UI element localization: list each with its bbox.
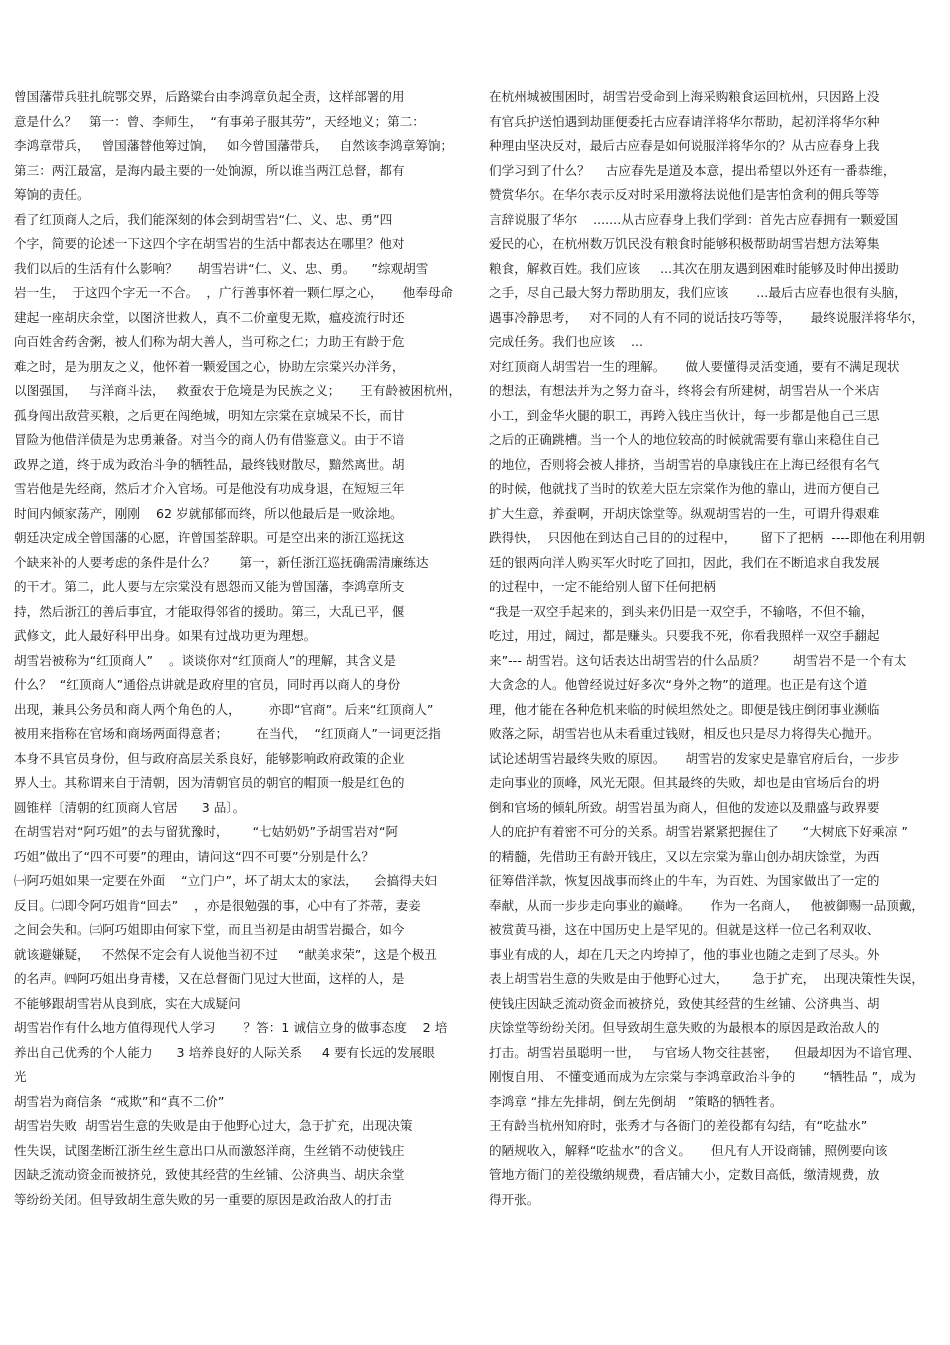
right-column-text-line: 使钱庄因缺乏流动资金而被挤兑，致使其经营的生丝铺、公济典当、胡 xyxy=(489,995,880,1011)
right-text-column xyxy=(489,85,939,1212)
left-column-text-line: 养出自己优秀的个人能力 3 培养良好的人际关系 4 要有长远的发展眼 xyxy=(14,1044,435,1060)
left-column-text-line: 之间会失和。㈢阿巧姐即由何家下堂，而且当初是由胡雪岩撮合，如今 xyxy=(14,922,405,937)
left-column-text-line: 政界之道，终于成为政治斗争的牺牲品，最终钱财散尽，黯然离世。胡 xyxy=(14,456,405,472)
left-column-text-line: 岩一生， 于这四个字无一不合。 ，广行善事怀着一颗仁厚之心， 他奉母命 xyxy=(14,285,454,300)
left-column-text-line: 个缺来补的人要考虑的条件是什么？ 第一，新任浙江巡抚确需清廉练达 xyxy=(14,554,429,570)
right-column-text-line: 赞赏华尔。在华尔表示反对时采用激将法说他们是害怕贪利的佣兵等等 xyxy=(489,187,880,202)
left-column-text-line: 反目。㈡即令阿巧姐肯“回去” ，亦是很勉强的事，心中有了芥蒂，妻妾 xyxy=(14,897,421,913)
right-column-text-line: 遇事冷静思考， 对不同的人有不同的说话技巧等等， 最终说服洋将华尔， xyxy=(489,309,925,325)
right-column-text-line: 的精髓，先借助王有龄开钱庄，又以左宗棠为靠山创办胡庆馀堂，为西 xyxy=(489,848,880,864)
right-column-text-line: 征筹借洋款，恢复因战事而终止的牛车，为百姓、为国家做出了一定的 xyxy=(489,873,880,888)
left-column-text-line: 雪岩他是先经商，然后才介入官场。可是他没有功成身退，在短短三年 xyxy=(14,481,405,496)
left-column-text-line: 朝廷决定成全曾国藩的心愿，许曾国荃辞职。可是空出来的浙江巡抚这 xyxy=(14,530,405,545)
left-column-text-line: 胡雪岩作有什么地方值得现代人学习 ？答：1 诚信立身的做事态度 2 培 xyxy=(14,1020,448,1035)
right-column-text-line: 扩大生意，养蚕啊，开胡庆馀堂等。纵观胡雪岩的一生，可谓升得艰难 xyxy=(489,505,880,521)
right-column-text-line: 吃过，用过，阔过，都是赚头。只要我不死，你看我照样一双空手翻起 xyxy=(489,628,880,643)
right-column-text-line: 的陋规收入，解释“吃盐水”的含义。 但凡有人开设商铺，照例要向该 xyxy=(489,1142,888,1158)
left-column-text-line: 就该避嫌疑， 不然保不定会有人说他当初不过 “献美求荣”，这是个极丑 xyxy=(14,946,437,962)
right-column-text-line: 奉献，从而一步步走向事业的巅峰。 作为一名商人， 他被御赐一品顶戴， xyxy=(489,897,925,913)
right-column-text-line: 大贪念的人。他曾经说过好多次“身外之物”的道理。也正是有这个道 xyxy=(489,677,868,692)
right-column-text-line: 的时候，他就找了当时的钦差大臣左宗棠作为他的靠山，进而方便自己 xyxy=(489,481,880,496)
right-column-text-line: 表上胡雪岩生意的失败是由于他野心过大， 急于扩充， 出现决策性失误， xyxy=(489,971,925,986)
right-column-text-line: 粮食，解救百姓。我们应该 ...其次在朋友遇到困难时能够及时伸出援助 xyxy=(489,260,899,276)
left-column-text-line: 胡雪岩失败 胡雪岩生意的失败是由于他野心过大，急于扩充，出现决策 xyxy=(14,1118,413,1133)
left-column-text-line: 冒险为他借洋债是为忠勇兼备。对当今的商人仍有借鉴意义。由于不谙 xyxy=(14,432,405,447)
left-column-text-line: 被用来指称在官场和商场两面得意者； 在当代， “红顶商人”一词更泛指 xyxy=(14,726,441,741)
right-column-text-line: 王有龄当杭州知府时，张秀才与各衙门的差役都有勾结，有“吃盐水” xyxy=(489,1118,868,1133)
right-column-text-line: 们学习到了什么？ 古应春先是道及本意，提出希望以外还有一番恭维， xyxy=(489,162,896,178)
right-column-text-line: 试论述胡雪岩最终失败的原因。 胡雪岩的发家史是靠官府后台，一步步 xyxy=(489,750,900,766)
left-column-text-line: 李鸿章带兵， 曾国藩替他筹过饷， 如今曾国藩带兵， 自然该李鸿章筹饷； xyxy=(14,138,454,153)
right-column-text-line: 刚愎自用、 不懂变通而成为左宗棠与李鸿章政治斗争的 “牺牲品 ”，成为 xyxy=(489,1069,916,1084)
left-column-text-line: 建起一座胡庆余堂，以图济世救人，真不二价童叟无欺，瘟疫流行时还 xyxy=(14,309,405,325)
left-column-text-line: 本身不具官员身份，但与政府高层关系良好，能够影响政府政策的企业 xyxy=(14,750,405,766)
right-column-text-line: 来”--- 胡雪岩。这句话表达出胡雪岩的什么品质？ 胡雪岩不是一个有太 xyxy=(489,652,907,668)
right-column-text-line: 走向事业的顶峰，风光无限。但其最终的失败，却也是由官场后台的坍 xyxy=(489,775,880,790)
right-column-text-line: 庆馀堂等纷纷关闭。但导致胡生意失败的为最根本的原因是政治敌人的 xyxy=(489,1020,880,1035)
left-column-text-line: 等纷纷关闭。但导致胡生意失败的另一重要的原因是政治敌人的打击 xyxy=(14,1191,392,1207)
left-column-text-line: 出现，兼具公务员和商人两个角色的人， 亦即“官商”。后来“红顶商人” xyxy=(14,701,434,717)
right-column-text-line: 败落之际，胡雪岩也从未看重过钱财，相反也只是尽力将得失心抛开。 xyxy=(489,726,880,741)
left-column-text-line: 个字，简要的论述一下这四个字在胡雪岩的生活中都表达在哪里？他对 xyxy=(14,236,405,251)
left-text-column xyxy=(14,85,464,1212)
right-column-text-line: 有官兵护送怕遇到劫匪便委托古应春请洋将华尔帮助，起初洋将华尔种 xyxy=(489,113,880,129)
left-column-text-line: 圆锥样〔清朝的红顶商人官居 3 品〕。 xyxy=(14,799,246,815)
right-column-text-line: 爱民的心，在杭州数万饥民没有粮食时能够积极帮助胡雪岩想方法筹集 xyxy=(489,236,880,251)
right-column-text-line: 的想法，有想法并为之努力奋斗，终将会有所建树，胡雪岩从一个米店 xyxy=(489,383,880,398)
left-column-text-line: 不能够跟胡雪岩从良到底，实在大成疑问 xyxy=(14,995,241,1011)
left-column-text-line: 时间内倾家荡产，刚刚 62 岁就郁郁而终，所以他最后是一败涂地。 xyxy=(14,505,403,521)
left-column-text-line: 的名声。㈣阿巧姐出身青楼，又在总督衙门见过大世面，这样的人，是 xyxy=(14,971,405,986)
right-column-text-line: 的地位，否则将会被人排挤，当胡雪岩的阜康钱庄在上海已经很有名气 xyxy=(489,456,880,472)
left-column-text-line: 在胡雪岩对“阿巧姐”的去与留犹豫时， “七姑奶奶”予胡雪岩对“阿 xyxy=(14,824,399,839)
right-column-text-line: 倒和官场的倾轧所致。胡雪岩虽为商人，但他的发迹以及鼎盛与政界要 xyxy=(489,799,880,815)
left-column-text-line: 光 xyxy=(14,1069,27,1084)
right-column-text-line: 管地方衙门的差役缴纳规费，看店铺大小，定数目高低，缴清规费，放 xyxy=(489,1167,880,1182)
right-column-text-line: 跌得快， 只因他在到达自己目的的过程中， 留下了把柄 ----即他在利用朝 xyxy=(489,530,926,545)
left-column-text-line: 看了红顶商人之后，我们能深刻的体会到胡雪岩“仁、义、忠、勇”四 xyxy=(14,211,393,227)
right-column-text-line: 对红顶商人胡雪岩一生的理解。 做人要懂得灵活变通，要有不满足现状 xyxy=(489,358,900,374)
left-column-text-line: 的干才。第二，此人要与左宗棠没有恩怨而又能为曾国藩，李鸿章所支 xyxy=(14,579,405,594)
right-column-text-line: 廷的银两向洋人购买军火时吃了回扣，因此，我们在不断追求自我发展 xyxy=(489,554,880,570)
right-column-text-line: 李鸿章 “排左先排胡，倒左先倒胡 ”策略的牺牲者。 xyxy=(489,1093,783,1109)
left-column-text-line: 武修文，此人最好科甲出身。如果有过战功更为理想。 xyxy=(14,628,317,643)
left-column-text-line: 什么？ “红顶商人”通俗点讲就是政府里的官员，同时再以商人的身份 xyxy=(14,677,401,692)
left-column-text-line: 持，然后浙江的善后事宜，才能取得邻省的援助。第三，大乱已平，偃 xyxy=(14,603,405,619)
right-column-text-line: 之后的正确跳槽。当一个人的地位较高的时候就需要有靠山来稳住自己 xyxy=(489,432,880,447)
left-column-text-line: 以图强国， 与洋商斗法， 救蚕农于危境是为民族之义； 王有龄被困杭州， xyxy=(14,383,462,398)
right-column-text-line: 在杭州城被围困时，胡雪岩受命到上海采购粮食运回杭州，只因路上没 xyxy=(489,89,880,104)
left-column-text-line: 我们以后的生活有什么影响？ 胡雪岩讲“仁、义、忠、勇。 ”综观胡雪 xyxy=(14,260,429,276)
right-column-text-line: 理，他才能在各种危机来临的时候坦然处之。即便是钱庄倒闭事业濒临 xyxy=(489,701,880,717)
right-column-text-line: 事业有成的人，却在几天之内垮掉了，他的事业也随之走到了尽头。外 xyxy=(489,946,880,962)
right-column-text-line: 之手，尽自己最大努力帮助朋友，我们应该 ...最后古应春也很有头脑， xyxy=(489,285,907,300)
left-column-text-line: 意是什么？ 第一：曾、李师生， “有事弟子服其劳”，天经地义；第二： xyxy=(14,113,425,129)
left-column-text-line: ㈠阿巧姐如果一定要在外面 “立门户”，坏了胡太太的家法， 会搞得夫妇 xyxy=(14,873,437,888)
right-column-text-line: 得开张。 xyxy=(489,1191,540,1207)
left-column-text-line: 第三：两江最富，是海内最主要的一处饷源，所以谁当两江总督，都有 xyxy=(14,162,405,178)
right-column-text-line: 被赏黄马褂，这在中国历史上是罕见的。但就是这样一位己名利双收、 xyxy=(489,922,880,937)
right-column-text-line: “我是一双空手起来的，到头来仍旧是一双空手，不输咯，不但不输， xyxy=(489,603,874,619)
left-column-text-line: 筹饷的责任。 xyxy=(14,187,90,202)
right-column-text-line: 种理由坚决反对，最后古应春是如何说服洋将华尔的？从古应春身上我 xyxy=(489,138,880,153)
left-column-text-line: 胡雪岩被称为“红顶商人” 。谈谈你对“红顶商人”的理解，其含义是 xyxy=(14,652,397,668)
left-column-text-line: 因缺乏流动资金而被挤兑，致使其经营的生丝铺、公济典当、胡庆余堂 xyxy=(14,1167,405,1182)
left-column-text-line: 向百姓舍药舍粥，被人们称为胡大善人，当可称之仁；力助王有龄于危 xyxy=(14,334,405,349)
left-column-text-line: 性失误，试图垄断江浙生丝生意出口从而激怒洋商，生丝销不动使钱庄 xyxy=(14,1142,405,1158)
left-column-text-line: 难之时，是为朋友之义，他怀着一颗爱国之心，协助左宗棠兴办洋务， xyxy=(14,358,405,374)
right-column-text-line: 完成任务。我们也应该 ... xyxy=(489,334,643,349)
left-column-text-line: 曾国藩带兵驻扎皖鄂交界，后路粱台由李鸿章负起全责，这样部署的用 xyxy=(14,89,405,104)
right-column-text-line: 人的庇护有着密不可分的关系。胡雪岩紧紧把握住了 “大树底下好乘凉 ” xyxy=(489,824,908,839)
right-column-text-line: 的过程中，一定不能给别人留下任何把柄 xyxy=(489,579,716,594)
left-column-text-line: 孤身闯出敌营买粮，之后更在闯绝城，明知左宗棠在京城呆不长，而甘 xyxy=(14,407,405,423)
left-column-text-line: 巧姐”做出了“四不可要”的理由，请问这“四不可要”分别是什么？ xyxy=(14,848,375,864)
left-column-text-line: 界人士。其称谓来自于清朝，因为清朝官员的朝官的帽顶一般是红色的 xyxy=(14,775,405,790)
right-column-text-line: 小工，到金华火腿的职工，再跨入钱庄当伙计，每一步都是他自己三思 xyxy=(489,407,880,423)
right-column-text-line: 打击。胡雪岩虽聪明一世， 与官场人物交往甚密， 但最却因为不谙官理、 xyxy=(489,1044,921,1060)
right-column-text-line: 言辞说服了华尔 .......从古应春身上我们学到：首先古应春拥有一颗爱国 xyxy=(489,211,899,227)
left-column-text-line: 胡雪岩为商信条 “戒欺”和“真不二价” xyxy=(14,1093,225,1109)
